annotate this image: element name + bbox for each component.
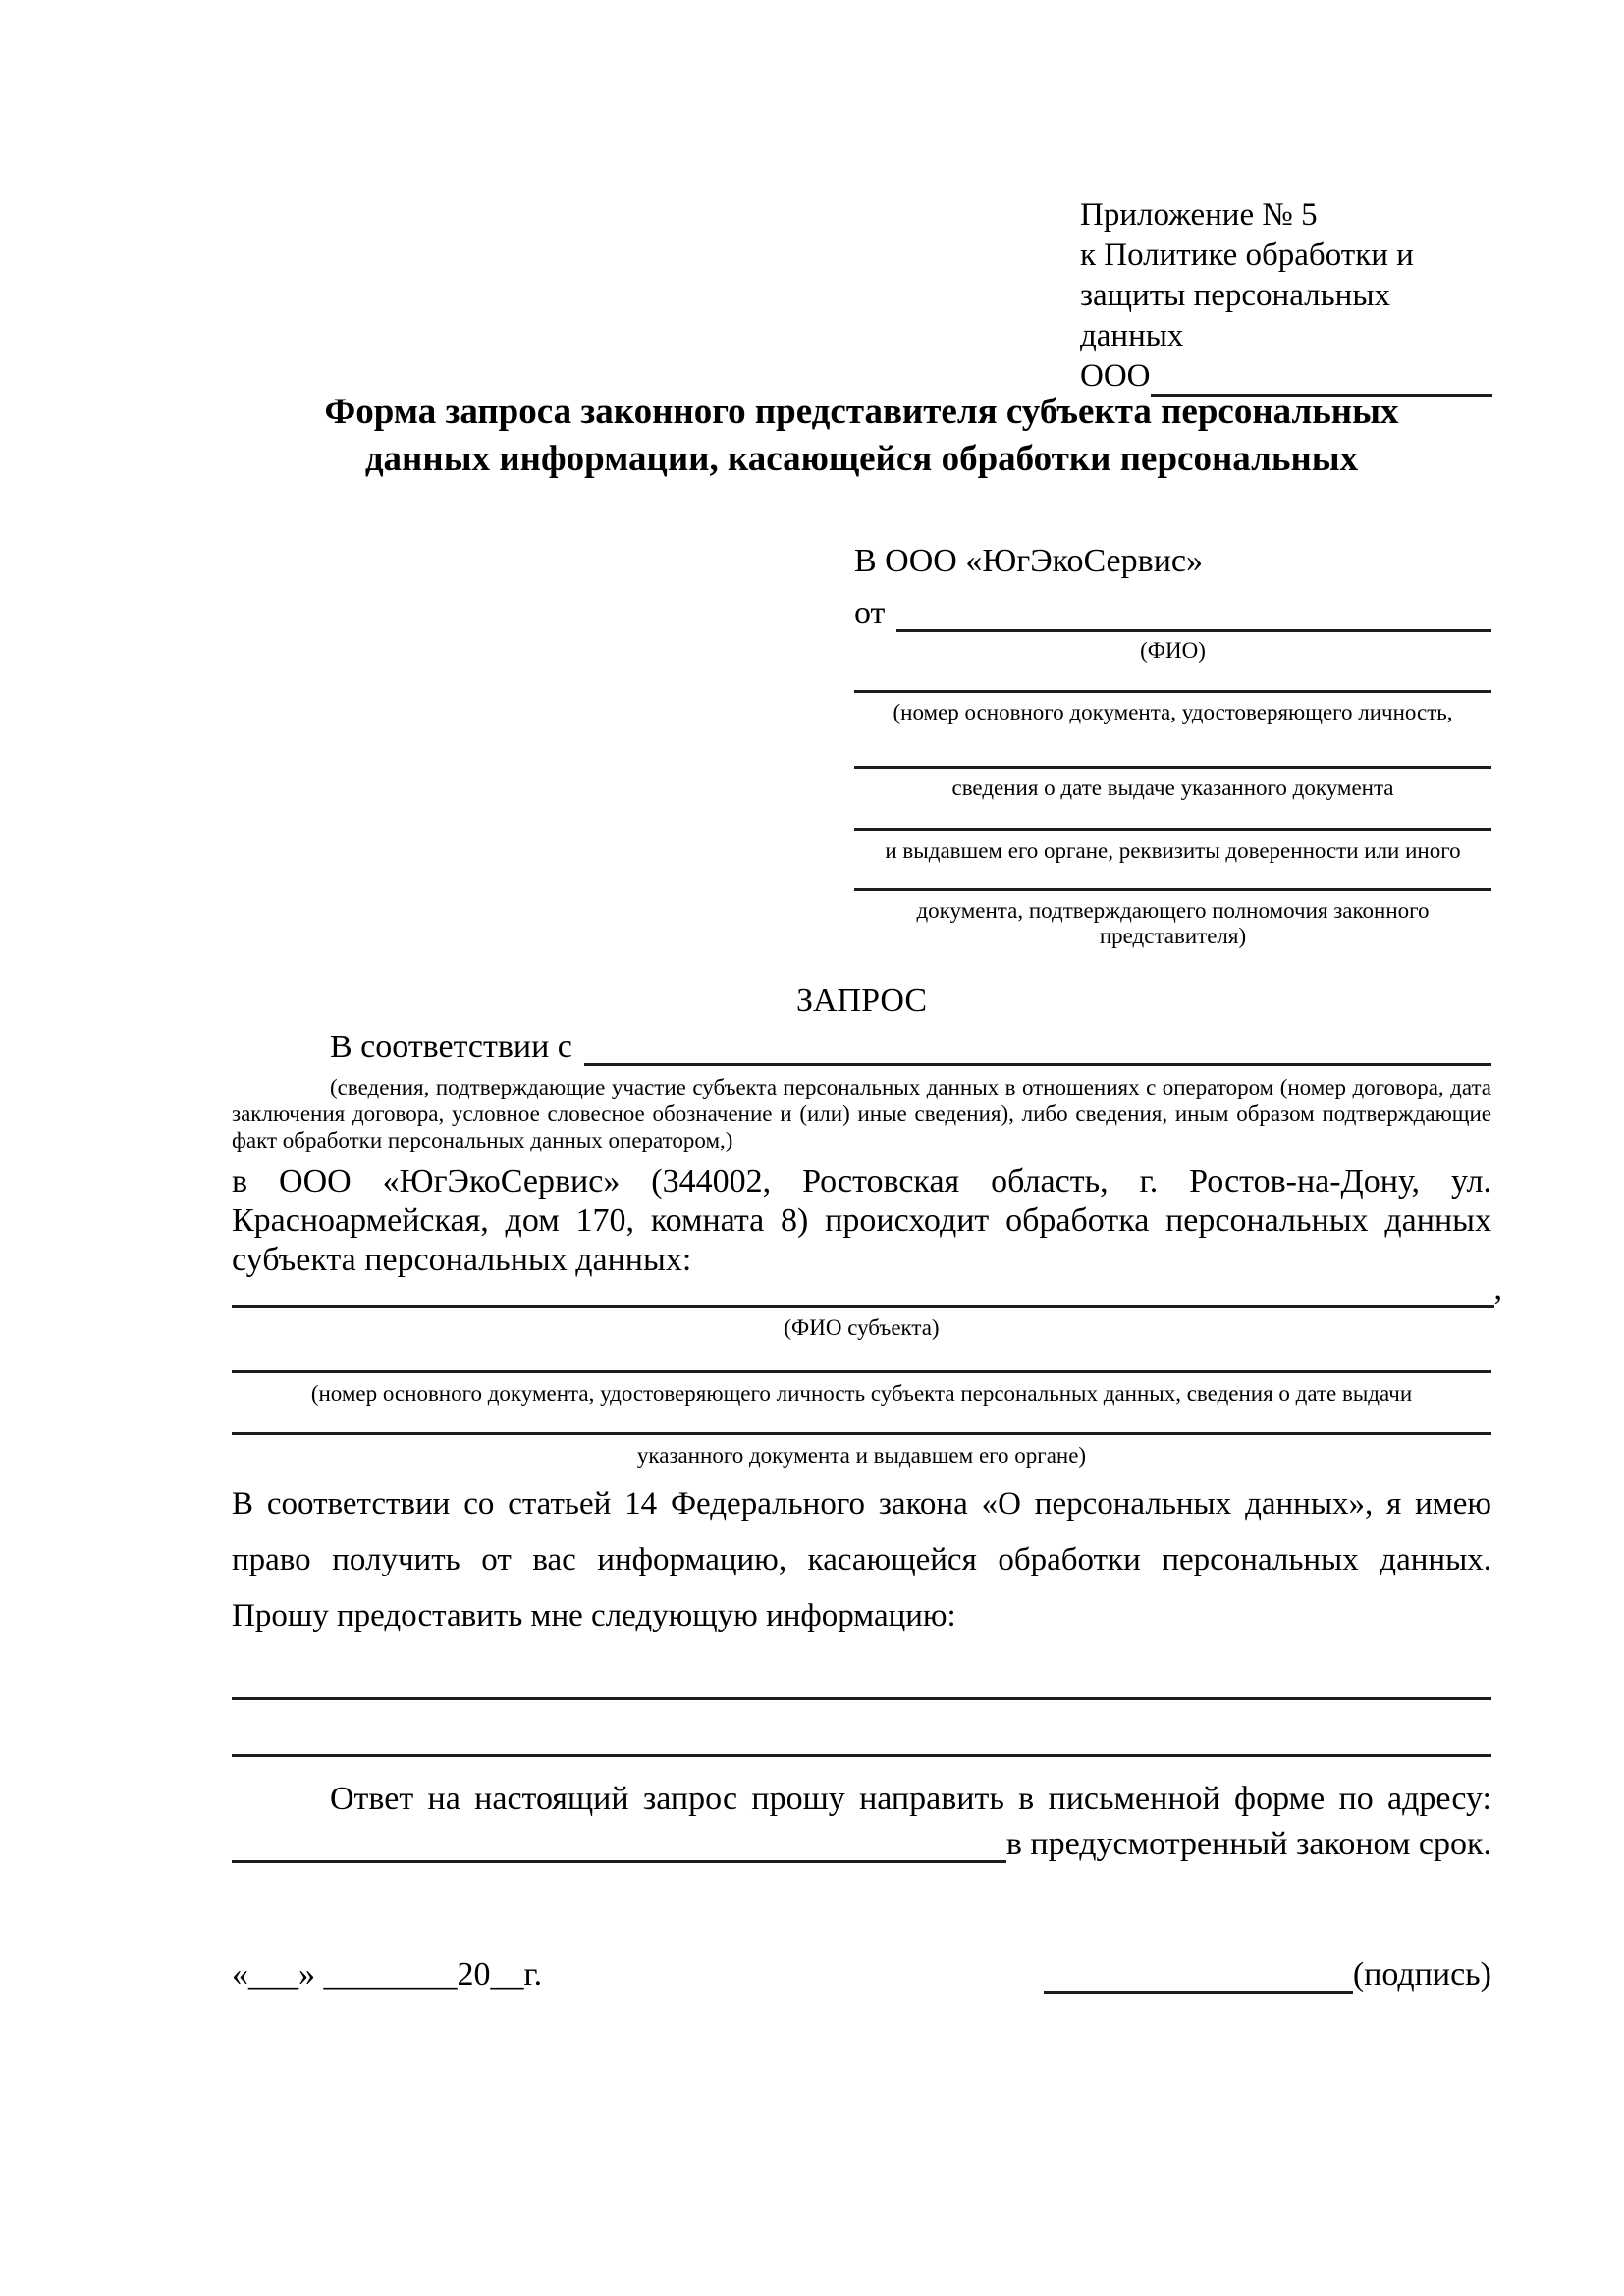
appendix-line-2: к Политике обработки и — [1080, 238, 1414, 273]
reply-address-row — [232, 1826, 1491, 1863]
signature-field[interactable] — [1044, 1991, 1353, 1994]
appendix-line-3: защиты персональных данных — [1080, 278, 1390, 353]
subject-doc-field-2[interactable] — [232, 1432, 1491, 1435]
reply-paragraph: Ответ на настоящий запрос прошу направить в письменной форме по адресу: — [330, 1781, 1491, 1817]
accordance-caption: (сведения, подтверждающие участие субъекта персональных данных в отношениях с оператором (номер договора, дата заключения договора, условное словесное обозначение и (или) иные сведения), либо сведения, иным образом подтверждающие факт обработки персональных данных оператором,) — [232, 1075, 1491, 1152]
representative-doc-field-3[interactable] — [854, 828, 1491, 831]
date-field[interactable]: «___» ________20__г. — [232, 1956, 543, 1993]
requested-info-field-2[interactable] — [232, 1754, 1491, 1757]
accordance-row — [232, 1029, 1491, 1066]
representative-doc-field-1[interactable] — [854, 690, 1491, 693]
law-paragraph: В соответствии со статьей 14 Федерального закона «О персональных данных», я имею право получить от вас информацию, касающейся обработки персональных данных. Прошу предоставить мне следующую информацию: — [232, 1486, 1491, 1633]
reply-suffix: в предусмотренный законом срок. — [1005, 1826, 1491, 1862]
appendix-line-1: Приложение № 5 — [1080, 197, 1318, 233]
signature-group — [1044, 1956, 1491, 1994]
subject-fio-row — [232, 1270, 1502, 1308]
representative-doc-caption-2: сведения о дате выдаче указанного документа — [951, 775, 1394, 800]
representative-doc-caption-3: и выдавшем его органе, реквизиты доверенности или иного — [885, 838, 1461, 863]
requested-info-field-1[interactable] — [232, 1697, 1491, 1700]
form-title-line-1: Форма запроса законного представителя субъекта персональных — [324, 392, 1399, 432]
representative-doc-caption-1: (номер основного документа, удостоверяющего личность, — [893, 700, 1453, 724]
representative-fio-field[interactable] — [896, 597, 1491, 632]
subject-doc-field-1[interactable] — [232, 1370, 1491, 1373]
form-title-line-2: данных информации, касающейся обработки персональных — [364, 439, 1359, 479]
appendix-block — [1080, 195, 1492, 397]
footer-row — [232, 1956, 1491, 1994]
representative-fio-caption: (ФИО) — [1140, 638, 1206, 663]
signature-caption: (подпись) — [1352, 1956, 1491, 1993]
reply-address-field[interactable] — [232, 1832, 1006, 1863]
request-heading: ЗАПРОС — [795, 983, 928, 1019]
addressee-org: В ООО «ЮгЭкоСервис» — [854, 543, 1203, 579]
accordance-label: В соответствии с — [330, 1029, 572, 1065]
from-label: от — [854, 595, 886, 631]
representative-doc-field-2[interactable] — [854, 766, 1491, 769]
representative-doc-field-4[interactable] — [854, 888, 1491, 891]
subject-fio-comma: , — [1493, 1270, 1502, 1307]
org-prefix: ООО — [1080, 358, 1151, 394]
subject-doc-caption-2: указанного документа и выдавшем его органе) — [636, 1443, 1087, 1468]
from-row — [854, 597, 1491, 632]
accordance-blank-field[interactable] — [584, 1033, 1491, 1066]
subject-doc-caption-1: (номер основного документа, удостоверяющего личность субъекта персональных данных, сведения о дате выдачи — [310, 1381, 1413, 1406]
subject-fio-caption: (ФИО субъекта) — [784, 1315, 940, 1340]
representative-doc-caption-4: документа, подтверждающего полномочия законного представителя) — [916, 898, 1430, 948]
operator-paragraph: в ООО «ЮгЭкоСервис» (344002, Ростовская область, г. Ростов-на-Дону, ул. Красноармейская, дом 170, комната 8) происходит обработка персональных данных субъекта персональных данных: — [232, 1163, 1491, 1278]
subject-fio-field[interactable] — [232, 1278, 1494, 1308]
